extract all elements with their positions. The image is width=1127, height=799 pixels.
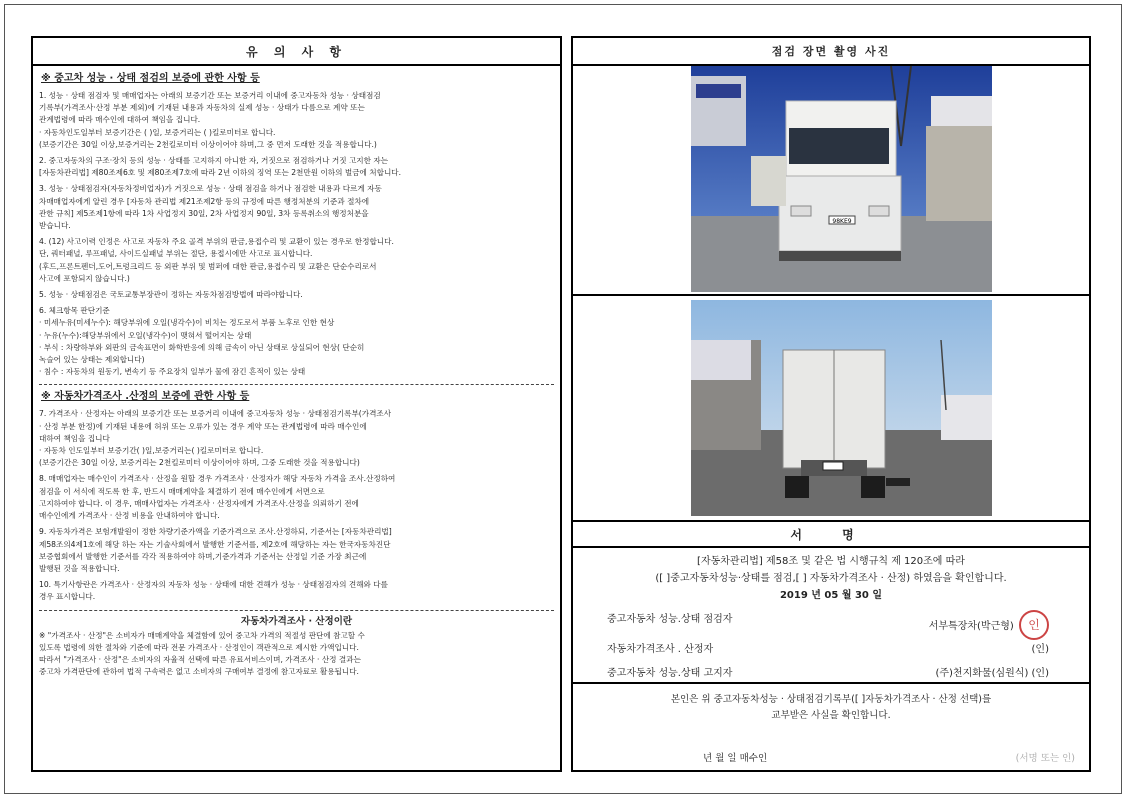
notice-line: · 미세누유(미세누수): 해당부위에 오일(냉각수)이 비치는 정도로서 부품 노후로 인한 현상 xyxy=(39,318,335,328)
notice-item xyxy=(39,155,554,179)
notice-line: 따라서 "가격조사 · 산정"은 소비자의 자율적 선택에 따른 유료서비스이며, 가격조사 · 산정 결과는 xyxy=(39,655,361,665)
notice-line: · 자동차 인도일부터 보증기간( )일,보증거리는( )킬로미터로 합니다. xyxy=(39,446,264,456)
notice-line: 차매매업자에게 알린 경우 [자동차 관리법 제21조제2항 등의 규정에 따른 행정처분의 기준과 절차에 xyxy=(39,196,370,206)
plate-text: 98KE9 xyxy=(832,218,852,225)
buyer-line2: 교부받은 사실을 확인합니다. xyxy=(771,710,891,721)
notice-line: 3. 성능 · 상태점검자(자동차정비업자)가 거짓으로 성능 · 상태 점검을 하거나 점검한 내용과 다르게 자동 xyxy=(39,184,382,194)
notice-line: 보증협회에서 발행한 기준서를 각각 적용하여야 하며,기준가격과 기준서는 산정일 기준 가장 최근에 xyxy=(39,551,367,561)
notice-line: (후드,프론트펜더,도어,트렁크리드 등 외판 부위 및 범퍼에 대한 판금,용접수리 및 교환은 단순수리로서 xyxy=(39,261,377,271)
right-panel xyxy=(571,36,1091,772)
notice-line: · 자동차인도일부터 보증기간은 ( )일, 보증거리는 ( )킬로미터로 합니다. xyxy=(39,127,276,137)
signature-line2: ([ ]중고자동차성능·상태를 점검,[ ] 자동차가격조사 · 산정) 하였음을 확인합니다. xyxy=(655,573,1007,584)
front-photo xyxy=(691,66,992,292)
inspector-label: 중고자동차 성능.상태 점검자 xyxy=(607,614,733,625)
notice-line: 2. 중고자동차의 구조·장치 등의 성능 · 상태를 고지하지 아니한 자, 거짓으로 점검하거나 거짓 고지한 자는 xyxy=(39,156,389,166)
rear-photo xyxy=(691,300,992,516)
inspector-row xyxy=(607,610,1049,640)
notice-line: 10. 특기사항란은 가격조사 · 산정자의 자동차 성능 · 상태에 대한 견해가 성능 · 상태점검자의 견해와 다를 xyxy=(39,580,388,590)
notice-line: [자동차관리법] 제80조제6호 및 제80조제7호에 따라 2년 이하의 징역 또는 2천만원 이하의 벌금에 처합니다. xyxy=(39,168,402,178)
notice-line: · 누유(누수):해당부위에서 오일(냉각수)이 맺혀서 떨어지는 상태 xyxy=(39,330,252,340)
notice-line: 4. (12) 사고이력 인정은 사고로 자동차 주요 골격 부위의 판금,용접수리 및 교환이 있는 경우로 한정합니다. xyxy=(39,237,394,247)
notice-panel xyxy=(31,36,562,772)
notice-line: 7. 가격조사 · 산정자는 아래의 보증기간 또는 보증거리 이내에 중고자동차 성능 · 상태점검기록부(가격조사 xyxy=(39,409,392,419)
notice-item xyxy=(39,408,554,469)
section3-title: 자동차가격조사 · 산정이란 xyxy=(240,615,353,627)
signature-title: 서 명 xyxy=(573,522,1089,548)
section1-title: ※ 중고차 성능 · 상태 점검의 보증에 관한 사항 등 xyxy=(41,73,260,84)
photo-cell-rear xyxy=(573,296,1089,522)
notice-title: 유 의 사 항 xyxy=(33,38,560,66)
notice-line: 기록부(가격조사·산정 부분 제외)에 기재된 내용과 자동차의 실제 성능 · 상태가 다름으로 계약 또는 xyxy=(39,103,365,113)
divider xyxy=(39,610,554,611)
signature-line1: [자동차관리법] 제58조 및 같은 법 시행규칙 제 120조에 따라 xyxy=(697,556,965,567)
photos-title: 점검 장면 촬영 사진 xyxy=(573,38,1089,66)
notice-line: 8. 매매업자는 매수인이 가격조사 · 산정을 원할 경우 가격조사 · 산정자가 해당 자동차 가격을 조사.산정하여 xyxy=(39,474,396,484)
notice-line: 대하여 책임을 집니다 xyxy=(39,433,110,443)
notice-line: 사고에 포함되지 않습니다.) xyxy=(39,273,130,283)
notice-line: 매수인에게 가격조사 · 산정 비용을 안내하여야 합니다. xyxy=(39,511,220,521)
notice-line: 5. 성능 · 상태점검은 국토교통부장관이 정하는 자동차점검방법에 따라야합니다. xyxy=(39,290,303,300)
notifier-row xyxy=(607,664,1049,679)
signature-section xyxy=(573,548,1089,684)
inspector-value-wrap xyxy=(929,610,1049,640)
notice-line: 9. 자동차가격은 보험개발원이 정한 차량기준가액을 기준가격으로 조사.산정하되, 기준서는 [자동차관리법] xyxy=(39,527,392,537)
notice-line: 관계법령에 따라 매수인에 대하여 책임을 집니다. xyxy=(39,115,201,125)
seal-stamp: 인 xyxy=(1019,610,1049,640)
inspector-value: 서부특장차(박근형) xyxy=(928,621,1014,632)
notice-line: · 부식 : 차량하부와 외판의 금속표면이 화학반응에 의해 금속이 아닌 상태로 상실되어 현상( 단순히 xyxy=(39,342,365,352)
photo-cell-front xyxy=(573,64,1089,296)
section1-items xyxy=(39,90,554,378)
notice-line: 녹슬어 있는 상태는 제외합니다) xyxy=(39,355,145,365)
buyer-section xyxy=(573,684,1089,770)
notice-line: · 침수 : 자동차의 원동기, 변속기 등 주요장치 일부가 물에 잠긴 흔적이 있는 상태 xyxy=(39,367,306,377)
section2-items xyxy=(39,408,554,603)
notice-item xyxy=(39,305,554,378)
notifier-value: (주)천지화물(심원식) (인) xyxy=(935,668,1049,679)
notice-line: 관한 규칙] 제5조제1항에 따라 1차 사업정지 30일, 2차 사업정지 90일, 3차 등록취소의 행정처분을 xyxy=(39,208,369,218)
notice-line: (보증기간은 30일 이상, 보증거리는 2천킬로미터 이상이어야 하며, 그중 도래한 것을 적용합니다) xyxy=(39,458,360,468)
notifier-label: 중고자동차 성능.상태 고지자 xyxy=(607,668,733,679)
notice-line: 발행된 것을 적용합니다. xyxy=(39,563,120,573)
notice-item xyxy=(39,526,554,575)
appraiser-value: (인) xyxy=(1031,644,1049,655)
notice-line: 고지하여야 합니다. 이 경우, 매매사업자는 가격조사 · 산정자에게 가격조사.산정을 의뢰하기 전에 xyxy=(39,498,359,508)
notice-line: 받습니다. xyxy=(39,221,71,231)
notice-content xyxy=(33,66,560,679)
notice-line: (보증기간은 30일 이상,보증거리는 2천킬로미터 이상이어야 하며,그 중 먼저 도래한 것을 적용합니다.) xyxy=(39,139,377,149)
buyer-date-label: 년 월 일 매수인 xyxy=(703,753,768,764)
notice-line: 있도록 법령에 의한 절차와 기준에 따라 전문 가격조사 · 산정인이 객관적으로 제시한 가액입니다. xyxy=(39,642,359,652)
notice-line: 1. 성능 · 상태 점검자 및 매매업자는 아래의 보증기간 또는 보증거리 이내에 중고자동차 성능 · 상태점검 xyxy=(39,91,381,100)
section3-text xyxy=(39,630,554,679)
notice-line: 점검을 이 서식에 적도록 한 후, 반드시 매매계약을 체결하기 전에 매수인에게 서면으로 xyxy=(39,486,325,496)
notice-item xyxy=(39,579,554,603)
notice-item xyxy=(39,236,554,285)
notice-line: 중고차 가격판단에 관하여 법적 구속력은 없고 소비자의 구매여부 결정에 참고자료로 활용됩니다. xyxy=(39,667,359,677)
section2-title: ※ 자동차가격조사 .산정의 보증에 관한 사항 등 xyxy=(41,391,250,403)
notice-line: 6. 체크항목 판단기준 xyxy=(39,306,110,316)
notice-item xyxy=(39,289,554,301)
notice-item xyxy=(39,473,554,522)
buyer-line1: 본인은 위 중고자동차성능 · 상태점검기록부([ ]자동차가격조사 · 산정 선택)를 xyxy=(670,694,992,705)
appraiser-label: 자동차가격조사 . 산정자 xyxy=(607,644,714,655)
notice-item xyxy=(39,90,554,151)
notice-line: · 산정 부분 한정)에 기재된 내용에 허위 또는 오류가 있는 경우 계약 또는 관계법령에 따라 매수인에 xyxy=(39,421,367,431)
notice-line: 제58조의4제1호에 해당 하는 자는 기술사회에서 발행한 기준서를, 제2호에 해당하는 자는 한국자동차진단 xyxy=(39,539,391,549)
notice-item xyxy=(39,183,554,232)
signature-date: 2019 년 05 월 30 일 xyxy=(779,590,883,601)
notice-line: 단, 쿼터패널, 루프패널, 사이드실패널 부위는 절단, 용접시에만 사고로 표시합니다. xyxy=(39,249,313,259)
notice-line: ※ "가격조사 · 산정"은 소비자가 매매계약을 체결함에 있어 중고차 가격의 적절성 판단에 참고할 수 xyxy=(39,630,365,640)
notice-line: 경우 표시합니다. xyxy=(39,592,96,602)
appraiser-row xyxy=(607,640,1049,655)
buyer-sign-label: (서명 또는 인) xyxy=(1015,753,1075,764)
divider xyxy=(39,384,554,385)
